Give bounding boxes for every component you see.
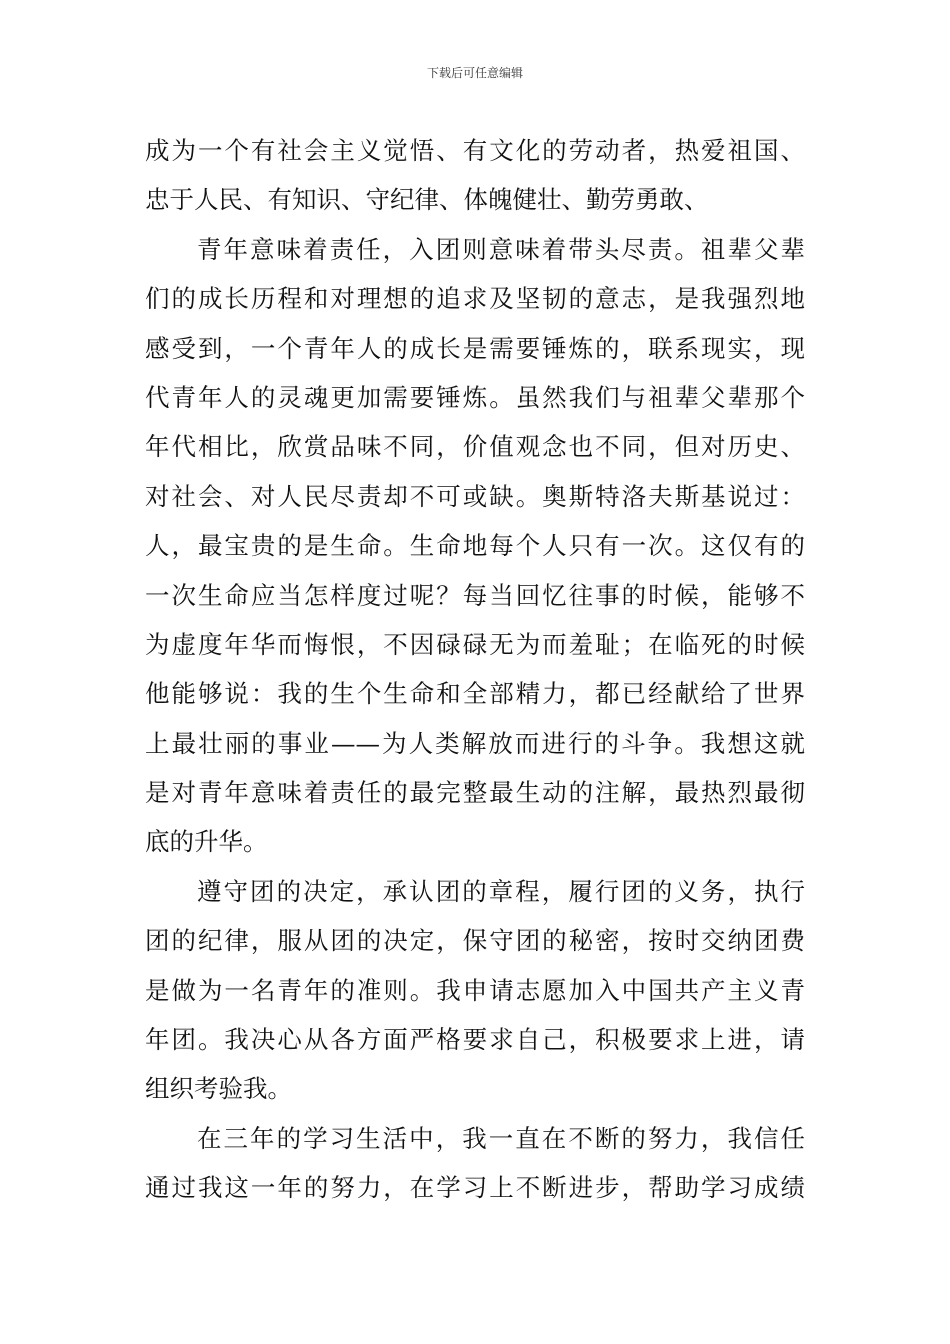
text-line: 为虚度年华而悔恨，不因碌碌无为而羞耻；在临死的时候 (145, 629, 805, 659)
text-line: 感受到，一个青年人的成长是需要锤炼的，联系现实，现 (145, 333, 805, 363)
text-line: 他能够说：我的生个生命和全部精力，都已经献给了世界 (145, 679, 805, 709)
text-line: 一次生命应当怎样度过呢？每当回忆往事的时候，能够不 (145, 580, 805, 610)
text-line: 青年意味着责任，入团则意味着带头尽责。祖辈父辈 (197, 234, 805, 264)
text-line: 代青年人的灵魂更加需要锤炼。虽然我们与祖辈父辈那个 (145, 382, 805, 412)
text-line: 底的升华。 (145, 827, 268, 857)
text-line: 忠于人民、有知识、守纪律、体魄健壮、勤劳勇敢、 (145, 185, 709, 215)
text-line: 对社会、对人民尽责却不可或缺。奥斯特洛夫斯基说过： (145, 481, 805, 511)
text-line: 是对青年意味着责任的最完整最生动的注解，最热烈最彻 (145, 778, 805, 808)
text-line: 通过我这一年的努力，在学习上不断进步，帮助学习成绩 (145, 1173, 805, 1203)
text-line: 团的纪律，服从团的决定，保守团的秘密，按时交纳团费 (145, 926, 805, 956)
text-line: 是做为一名青年的准则。我申请志愿加入中国共产主义青 (145, 975, 805, 1005)
text-line: 在三年的学习生活中，我一直在不断的努力，我信任 (197, 1123, 805, 1153)
text-line: 遵守团的决定，承认团的章程，履行团的义务，执行 (197, 876, 805, 906)
text-line: 成为一个有社会主义觉悟、有文化的劳动者，热爱祖国、 (145, 136, 805, 165)
page-header-note: 下载后可任意编辑 (426, 66, 523, 80)
body-text (145, 126, 805, 1213)
text-line: 组织考验我。 (145, 1074, 292, 1104)
text-line: 年代相比，欣赏品味不同，价值观念也不同，但对历史、 (145, 432, 805, 462)
text-line: 们的成长历程和对理想的追求及坚韧的意志，是我强烈地 (145, 284, 805, 314)
text-line: 年团。我决心从各方面严格要求自己，积极要求上进，请 (145, 1025, 805, 1055)
text-line: 人，最宝贵的是生命。生命地每个人只有一次。这仅有的 (145, 531, 805, 561)
text-line: 上最壮丽的事业——为人类解放而进行的斗争。我想这就 (145, 728, 805, 758)
